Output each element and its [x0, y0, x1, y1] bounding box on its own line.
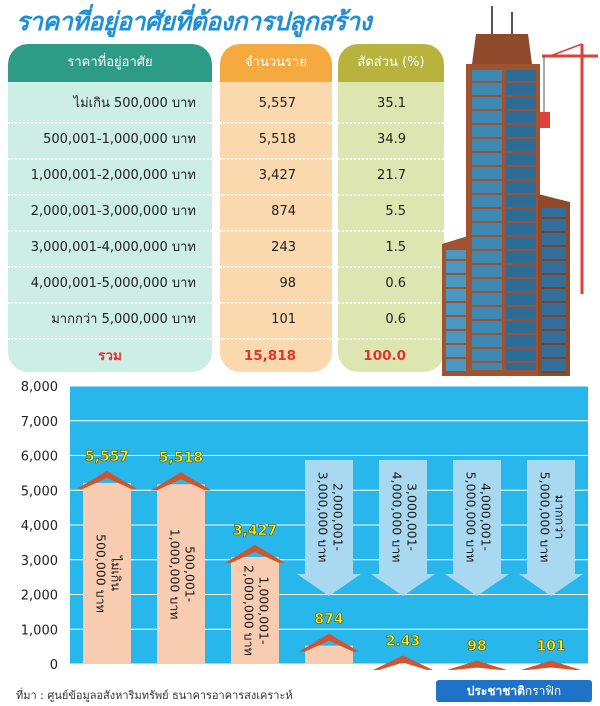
tower-crown	[472, 34, 532, 64]
table-cell: 34.9	[377, 132, 406, 147]
left-wing-glass	[446, 250, 466, 372]
table-rows-count	[220, 82, 332, 372]
y-tick-label: 5,000	[20, 484, 58, 500]
y-tick-label: 4,000	[20, 519, 58, 534]
table-cell: 0.6	[385, 276, 406, 291]
tower-glass-left	[472, 70, 502, 370]
bar	[305, 646, 353, 664]
table-cell: 98	[279, 276, 296, 291]
data-label: 98	[467, 638, 487, 655]
table-header-price: ราคาที่อยู่อาศัย	[8, 44, 212, 82]
table-total-cell: 100.0	[363, 348, 406, 364]
table-cell: 3,427	[258, 168, 296, 183]
data-label: 874	[314, 611, 344, 628]
table-cell: 101	[271, 312, 296, 327]
category-label-line: 3,000,001-	[404, 482, 420, 552]
category-label-line: 500,000 บาท	[93, 534, 109, 613]
table-cell: ไม่เกิน 500,000 บาท	[73, 96, 196, 111]
category-label-line: 500,001-	[182, 546, 198, 603]
y-tick-label: 8,000	[20, 380, 58, 395]
skyscraper-illustration	[432, 4, 600, 376]
category-label-line: 4,000,001-	[478, 482, 494, 552]
category-label-line: 3,000,000 บาท	[315, 471, 331, 563]
category-label-line: 5,000,000 บาท	[537, 471, 553, 563]
y-tick-label: 1,000	[20, 623, 58, 639]
category-label-line: มากกว่า	[552, 494, 568, 540]
y-tick-label: 6,000	[20, 449, 58, 465]
y-tick-label: 7,000	[20, 414, 58, 430]
source-note: ที่มา : ศูนย์ข้อมูลอสังหาริมทรัพย์ ธนาคารอาคารสงเคราะห์	[16, 689, 293, 702]
publisher-name: ประชาชาติ	[466, 684, 525, 698]
table-cell: 1.5	[385, 240, 406, 255]
category-label-line: 2,000,000 บาท	[241, 565, 257, 656]
y-tick-label: 0	[49, 658, 58, 673]
category-label	[389, 472, 419, 563]
category-label-line: 4,000,000 บาท	[389, 471, 405, 563]
table-column-price	[8, 44, 212, 372]
table-cell: มากกว่า 5,000,000 บาท	[51, 312, 196, 327]
data-label: 3,427	[232, 522, 278, 539]
table-total-cell: รวม	[98, 348, 122, 364]
category-label-line: 1,000,000 บาท	[167, 528, 183, 620]
table-header-share: สัดส่วน (%)	[338, 44, 444, 82]
publisher-logo	[436, 680, 592, 702]
table-cell: 35.1	[377, 96, 406, 111]
category-label-line: 1,000,001-	[256, 576, 272, 645]
table-total-cell: 15,818	[243, 348, 296, 364]
table-cell: 2,000,001-3,000,000 บาท	[30, 204, 196, 219]
table-cell: 5,518	[258, 132, 296, 147]
data-label: 5,518	[158, 450, 204, 467]
y-tick-label: 2,000	[20, 588, 58, 604]
table-cell: 874	[271, 204, 296, 219]
table-cell: 5.5	[385, 204, 406, 219]
table-rows-share	[338, 82, 444, 372]
page-title: ราคาที่อยู่อาศัยที่ต้องการปลูกสร้าง	[16, 7, 372, 36]
table-cell: 4,000,001-5,000,000 บาท	[30, 276, 196, 291]
table-cell: 1,000,001-2,000,000 บาท	[30, 168, 196, 183]
category-label-line: 2,000,001-	[330, 482, 346, 552]
publisher-suffix: กราฟิก	[524, 684, 562, 698]
table-cell: 5,557	[258, 96, 296, 111]
table-cell: 3,000,001-4,000,000 บาท	[30, 240, 196, 255]
category-label-line: ไม่เกิน	[108, 555, 124, 591]
category-label-line: 5,000,000 บาท	[463, 471, 479, 563]
data-label: 5,557	[84, 448, 130, 465]
table-rows-price	[8, 82, 212, 372]
table-cell: 21.7	[377, 168, 406, 183]
y-tick-label: 3,000	[20, 553, 58, 569]
price-bar-chart	[0, 378, 600, 680]
category-label	[241, 565, 271, 656]
table-cell: 0.6	[385, 312, 406, 327]
crane-cable	[550, 44, 582, 56]
table-header-count: จำนวนราย	[220, 44, 332, 82]
category-label	[463, 472, 493, 563]
data-label: 101	[536, 638, 566, 655]
table-column-share	[338, 44, 444, 372]
tower-glass-right	[506, 70, 536, 370]
data-label: 2.43	[385, 633, 421, 650]
table-cell: 243	[271, 240, 296, 255]
table-cell: 500,001-1,000,000 บาท	[43, 132, 196, 147]
table-column-count	[220, 44, 332, 372]
category-label	[315, 472, 345, 563]
